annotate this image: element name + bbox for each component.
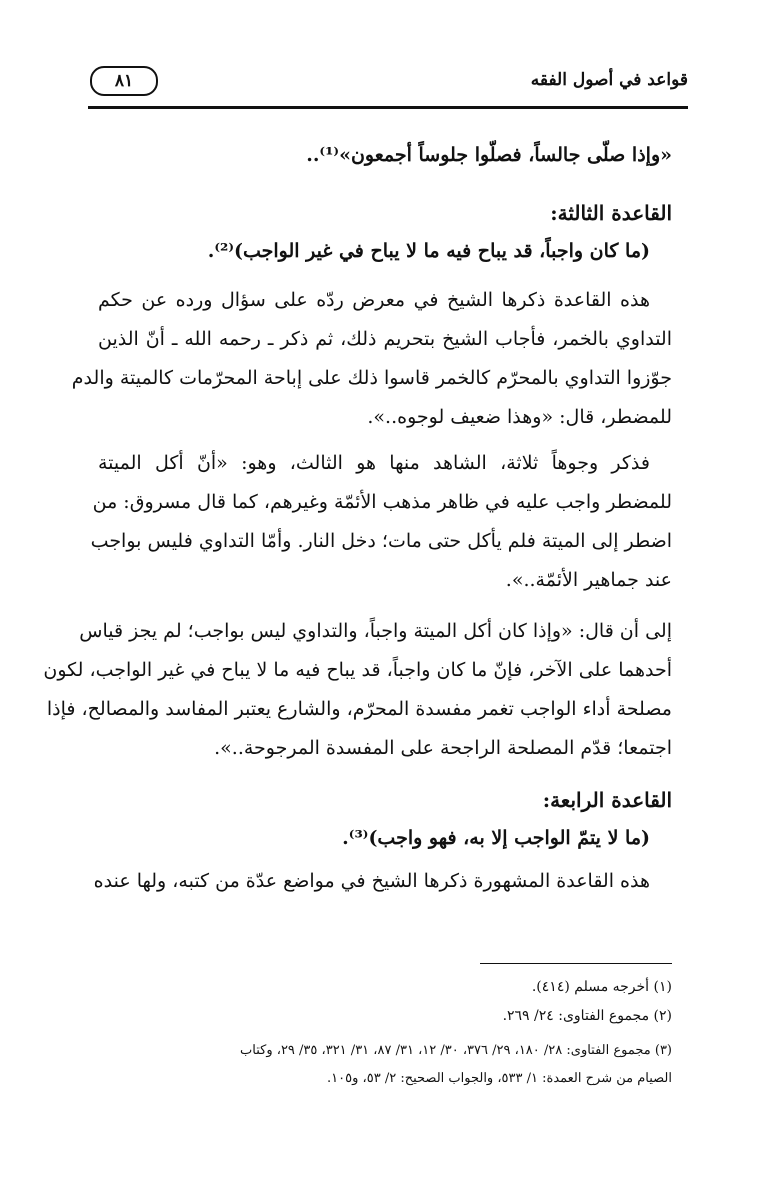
footnote-3-continued: الصيام من شرح العمدة: ١/ ٥٣٣، والجواب الصحيح: ٢/ ٥٣، و١٠٥. bbox=[327, 1071, 672, 1086]
hadith-quote-line: «وإذا صلّى جالساً، فصلّوا جلوساً أجمعون»⁽¹⁾.. bbox=[306, 144, 672, 166]
paragraph-line: مصلحة أداء الواجب تغمر مفسدة المحرّم، والشارع يعتبر المفاسد والمصالح، فإذا bbox=[46, 698, 672, 720]
page-number: ٨١ bbox=[90, 66, 158, 96]
section-heading-fourth-rule: القاعدة الرابعة: bbox=[542, 788, 672, 812]
paragraph-line: هذه القاعدة المشهورة ذكرها الشيخ في مواضع عدّة من كتبه، ولها عنده bbox=[93, 870, 650, 892]
running-title: قواعد في أصول الفقه bbox=[530, 70, 688, 90]
paragraph-line: اضطر إلى الميتة فلم يأكل حتى مات؛ دخل النار. وأمّا التداوي فليس بواجب bbox=[90, 530, 672, 552]
paragraph-line: أحدهما على الآخر، فإنّ ما كان واجباً، قد يباح فيه ما لا يباح في غير الواجب، لكون bbox=[43, 659, 672, 681]
paragraph-line: فذكر وجوهاً ثلاثة، الشاهد منها هو الثالث، وهو: «أنّ أكل الميتة bbox=[98, 452, 650, 474]
footnote-separator bbox=[480, 963, 672, 964]
footnote-1: (١) أخرجه مسلم (٤١٤). bbox=[531, 979, 672, 995]
paragraph-line: التداوي بالخمر، فأجاب الشيخ بتحريم ذلك، ثم ذكر ـ رحمه الله ـ أنّ الذين bbox=[98, 328, 672, 350]
section-heading-third-rule: القاعدة الثالثة: bbox=[550, 201, 672, 225]
rule-statement-fourth: (ما لا يتمّ الواجب إلا به، فهو واجب)⁽³⁾. bbox=[342, 827, 650, 849]
paragraph-line: عند جماهير الأئمّة..». bbox=[505, 569, 672, 591]
paragraph-line: إلى أن قال: «وإذا كان أكل الميتة واجباً، والتداوي ليس بواجب؛ لم يجز قياس bbox=[79, 620, 672, 642]
paragraph-line: اجتمعا؛ قدّم المصلحة الراجحة على المفسدة المرجوحة..». bbox=[214, 737, 672, 759]
paragraph-line: جوّزوا التداوي بالمحرّم كالخمر قاسوا ذلك على إباحة المحرّمات كالميتة والدم bbox=[71, 367, 672, 389]
paragraph-line: هذه القاعدة ذكرها الشيخ في معرض ردّه على سؤال ورده عن حكم bbox=[98, 289, 650, 311]
header-rule bbox=[88, 106, 688, 109]
paragraph-line: للمضطر واجب عليه في ظاهر مذهب الأئمّة وغيرهم، كما قال مسروق: من bbox=[92, 491, 672, 513]
paragraph-line: للمضطر، قال: «وهذا ضعيف لوجوه..». bbox=[367, 406, 672, 428]
footnote-2: (٢) مجموع الفتاوى: ٢٤/ ٢٦٩. bbox=[502, 1008, 672, 1024]
footnote-3: (٣) مجموع الفتاوى: ٢٨/ ١٨٠، ٢٩/ ٣٧٦، ٣٠/ ١٢، ٣١/ ٨٧، ٣١/ ٣٢١، ٣٥/ ٢٩، وكتاب bbox=[240, 1043, 672, 1058]
rule-statement-third: (ما كان واجباً، قد يباح فيه ما لا يباح في غير الواجب)⁽²⁾. bbox=[207, 240, 650, 262]
